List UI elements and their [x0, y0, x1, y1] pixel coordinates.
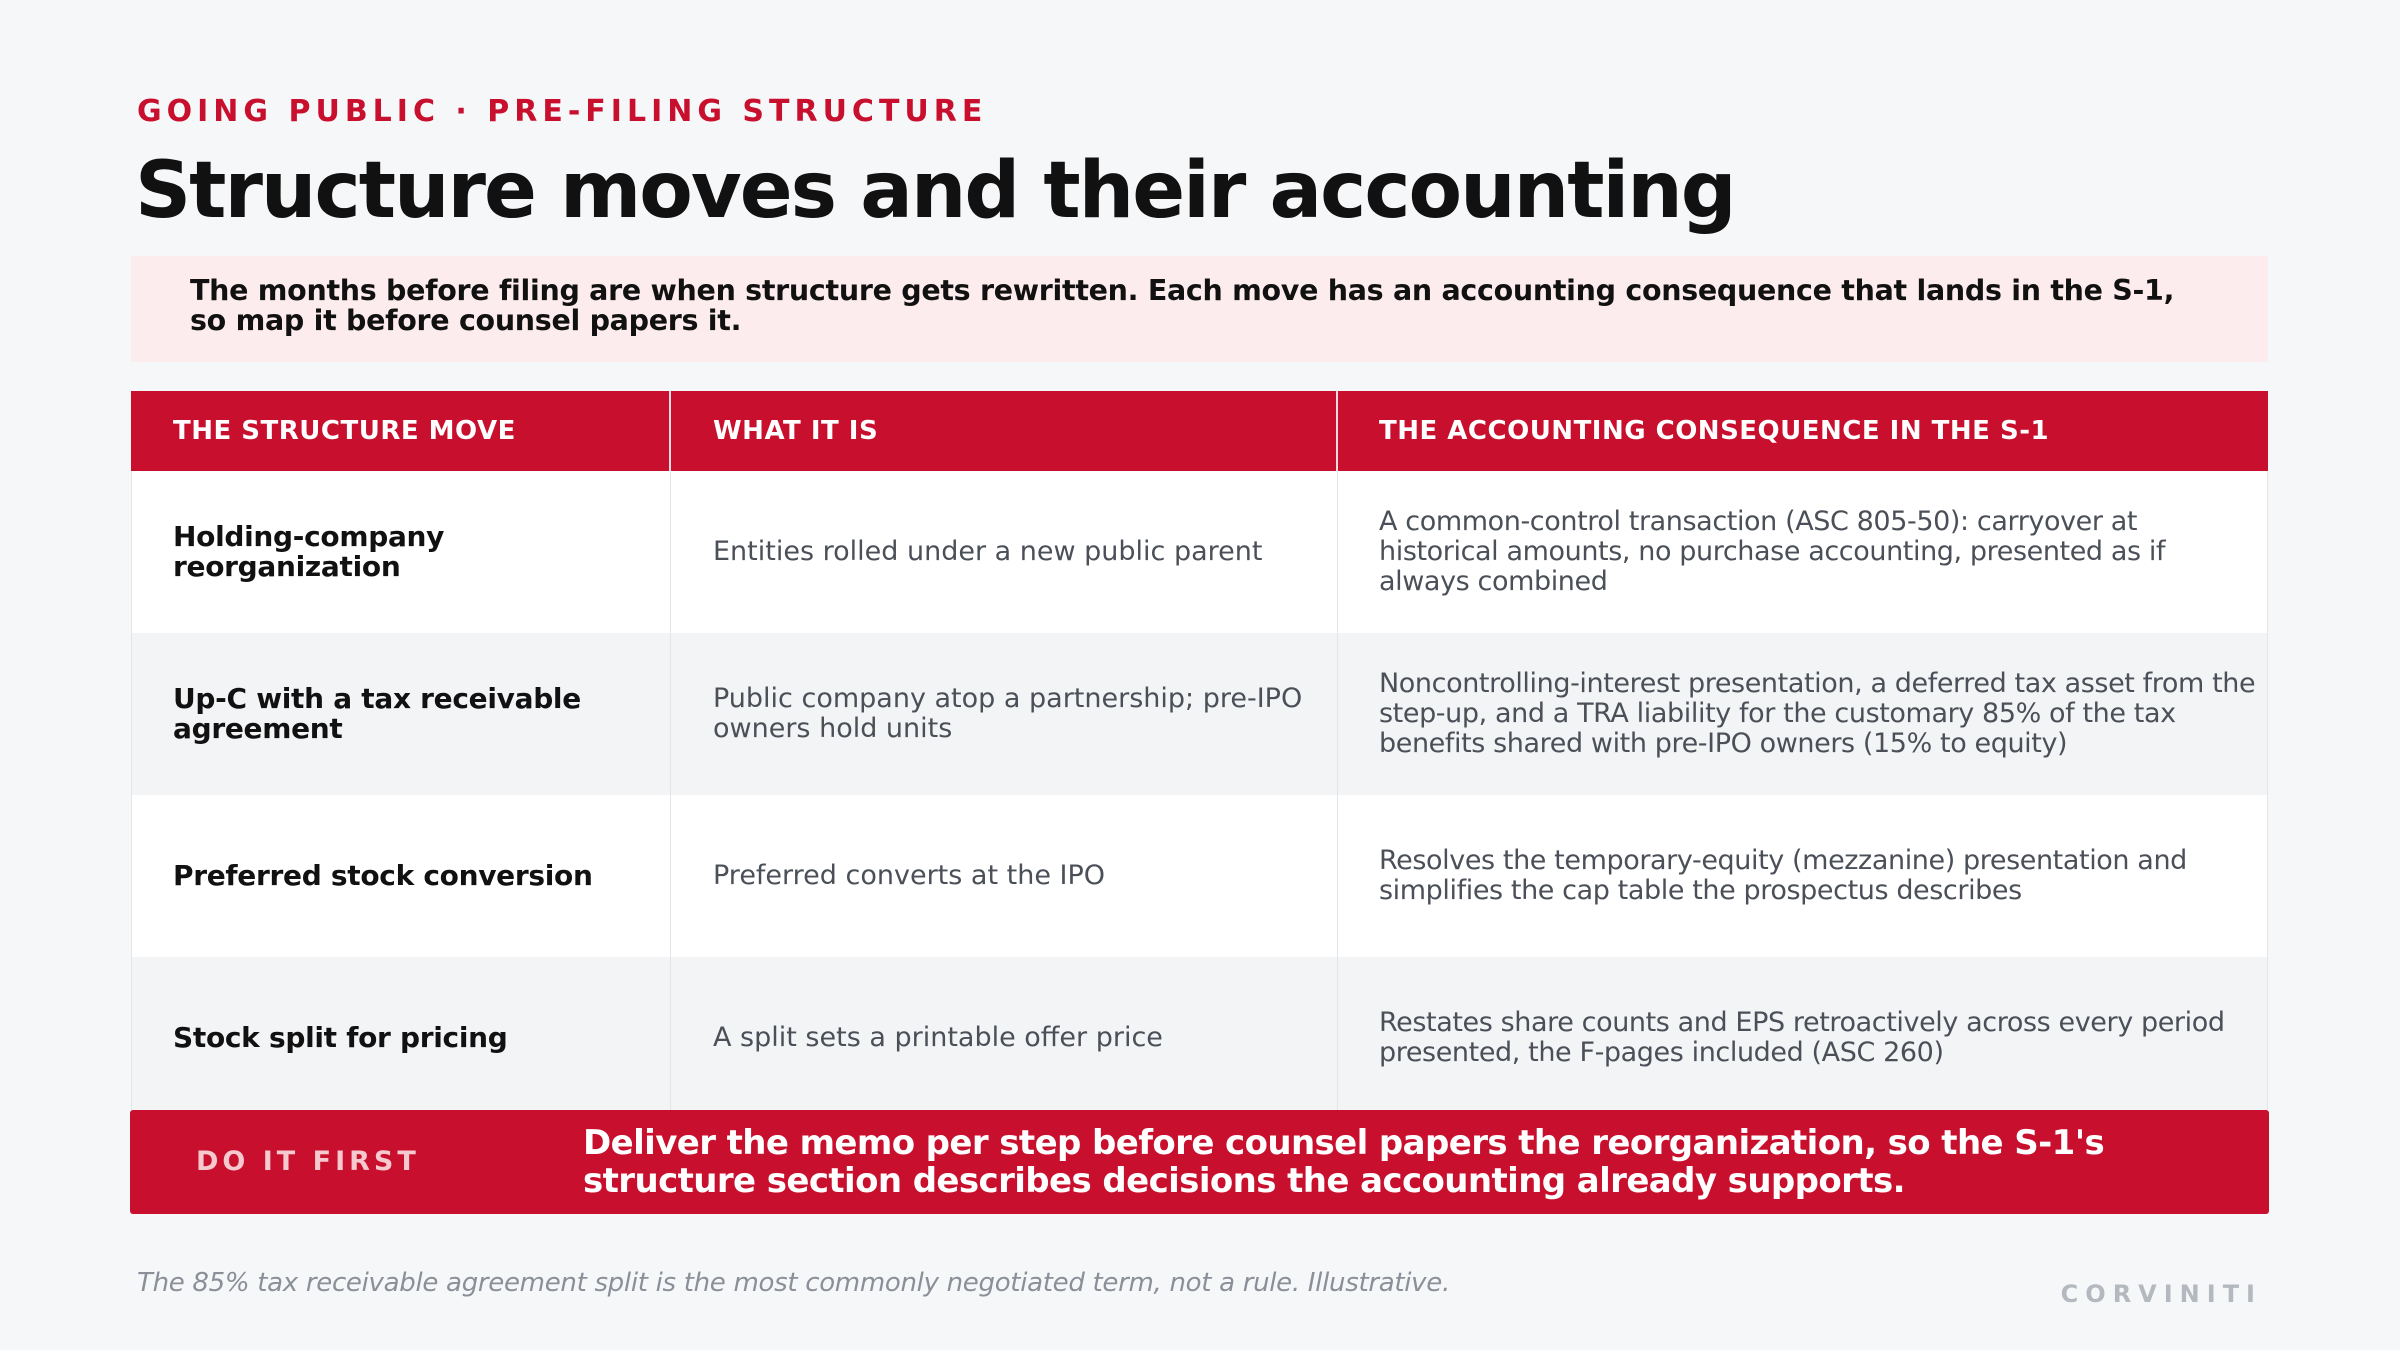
header-accounting-consequence: THE ACCOUNTING CONSEQUENCE IN THE S-1: [1379, 416, 2050, 446]
table-row: [132, 471, 2267, 633]
table-row: [132, 633, 2267, 795]
what-it-is-cell: Entities rolled under a new public parent: [713, 536, 1263, 567]
header-divider: [1336, 391, 1338, 471]
structure-move-cell: Holding-company reorganization: [173, 520, 445, 583]
accounting-consequence-cell: Resolves the temporary-equity (mezzanine) presentation and simplifies the cap table the prospectus describes: [1379, 845, 2187, 906]
intro-callout: [131, 256, 2268, 362]
footnote: The 85% tax receivable agreement split is the most commonly negotiated term, not a rule. Illustrative.: [137, 1268, 1450, 1298]
what-it-is-cell: Public company atop a partnership; pre-IPO owners hold units: [713, 683, 1303, 744]
what-it-is-cell: Preferred converts at the IPO: [713, 860, 1106, 891]
accounting-consequence-cell: Noncontrolling-interest presentation, a deferred tax asset from the step-up, and a TRA liability for the customary 85% of the tax benefits shared with pre-IPO owners (15% to equity): [1379, 668, 2256, 759]
header-structure-move: THE STRUCTURE MOVE: [173, 416, 516, 446]
header-divider: [669, 391, 671, 471]
column-divider: [1337, 472, 1338, 1110]
structure-move-cell: Stock split for pricing: [173, 1021, 508, 1054]
structure-move-cell: Up-C with a tax receivable agreement: [173, 682, 581, 745]
intro-text: The months before filing are when structure gets rewritten. Each move has an accounting consequence that lands in the S-1, so map it before counsel papers it.: [190, 274, 2175, 337]
do-it-first-banner: [130, 1110, 2269, 1214]
eyebrow: GOING PUBLIC · PRE-FILING STRUCTURE: [137, 94, 988, 129]
column-divider: [670, 472, 671, 1110]
table-header: [131, 391, 2268, 471]
table-row: [132, 795, 2267, 957]
brand-wordmark: CORVINITI: [2060, 1280, 2262, 1308]
what-it-is-cell: A split sets a printable offer price: [713, 1022, 1163, 1053]
accounting-consequence-cell: A common-control transaction (ASC 805-50): carryover at historical amounts, no purchase accounting, presented as if always combined: [1379, 506, 2166, 597]
structure-move-cell: Preferred stock conversion: [173, 859, 593, 892]
page-title: Structure moves and their accounting: [135, 146, 1735, 236]
header-what-it-is: WHAT IT IS: [713, 416, 879, 446]
structure-table: [131, 391, 2268, 1110]
banner-label: DO IT FIRST: [196, 1146, 420, 1177]
table-row: [132, 957, 2267, 1119]
accounting-consequence-cell: Restates share counts and EPS retroactively across every period presented, the F-pages included (ASC 260): [1379, 1007, 2225, 1068]
banner-text: Deliver the memo per step before counsel papers the reorganization, so the S-1's structure section describes decisions the accounting already supports.: [583, 1123, 2105, 1201]
